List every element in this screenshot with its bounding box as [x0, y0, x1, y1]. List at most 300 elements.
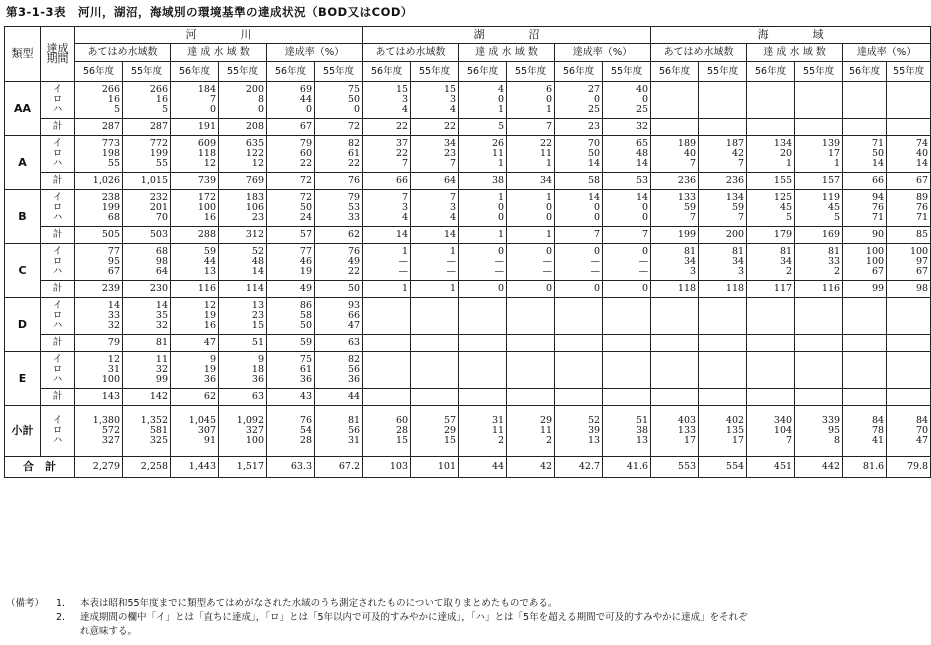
grand-total-cell: 44 — [459, 457, 507, 478]
subtotal-cell: 52 39 13 — [555, 406, 603, 457]
header-year-55: 55年度 — [219, 62, 267, 82]
value-cell: 59 44 13 — [171, 244, 219, 281]
total-label: 計 — [41, 281, 75, 298]
value-cell: 86 58 50 — [267, 298, 315, 335]
period-labels: イ ロ ハ — [41, 352, 75, 389]
header-lake: 湖 沼 — [363, 27, 651, 44]
value-cell: 81 33 2 — [795, 244, 843, 281]
value-cell: 82 61 22 — [315, 136, 363, 173]
value-cell: 93 66 47 — [315, 298, 363, 335]
grand-total-label: 合 計 — [5, 457, 75, 478]
value-cell: 134 59 7 — [699, 190, 747, 227]
total-cell — [747, 335, 795, 352]
value-cell: 69 44 0 — [267, 82, 315, 119]
total-cell: 67 — [887, 173, 931, 190]
value-cell: 266 16 5 — [75, 82, 123, 119]
value-cell: 100 100 67 — [843, 244, 887, 281]
total-cell: 14 — [363, 227, 411, 244]
total-cell: 118 — [651, 281, 699, 298]
value-cell: 22 11 1 — [507, 136, 555, 173]
value-cell: 52 48 14 — [219, 244, 267, 281]
total-cell: 49 — [267, 281, 315, 298]
notes-tag: （備考） — [6, 598, 45, 609]
total-cell: 79 — [75, 335, 123, 352]
value-cell: 13 23 15 — [219, 298, 267, 335]
total-cell — [363, 335, 411, 352]
value-cell — [459, 352, 507, 389]
value-cell: 1 — — — [363, 244, 411, 281]
value-cell: 12 31 100 — [75, 352, 123, 389]
total-cell: 143 — [75, 389, 123, 406]
value-cell: 609 118 12 — [171, 136, 219, 173]
value-cell: 266 16 5 — [123, 82, 171, 119]
header-type: 類型 — [5, 27, 41, 82]
subtotal-cell: 1,092 327 100 — [219, 406, 267, 457]
header-river: 河 川 — [75, 27, 363, 44]
total-cell: 51 — [219, 335, 267, 352]
subtotal-cell: 403 133 17 — [651, 406, 699, 457]
total-cell — [555, 335, 603, 352]
header-lake-rate: 達成率（%） — [555, 44, 651, 62]
value-cell — [555, 352, 603, 389]
total-cell: 0 — [555, 281, 603, 298]
total-label: 計 — [41, 173, 75, 190]
total-cell: 47 — [171, 335, 219, 352]
grand-total-cell: 442 — [795, 457, 843, 478]
header-year-55: 55年度 — [699, 62, 747, 82]
header-river-achieved: 達 成 水 域 数 — [171, 44, 267, 62]
header-river-assigned: あてはめ水域数 — [75, 44, 171, 62]
total-cell — [843, 119, 887, 136]
header-year-55: 55年度 — [603, 62, 651, 82]
value-cell — [843, 298, 887, 335]
total-cell: 62 — [171, 389, 219, 406]
value-cell: 1 0 0 — [459, 190, 507, 227]
total-row — [5, 227, 931, 244]
value-cell — [887, 298, 931, 335]
total-cell — [555, 389, 603, 406]
total-label: 計 — [41, 119, 75, 136]
table-row — [5, 352, 931, 389]
total-cell: 1,026 — [75, 173, 123, 190]
value-cell: 7 3 4 — [411, 190, 459, 227]
value-cell — [651, 352, 699, 389]
grand-total-cell: 554 — [699, 457, 747, 478]
subtotal-cell: 1,380 572 327 — [75, 406, 123, 457]
value-cell: 75 61 36 — [267, 352, 315, 389]
value-cell — [747, 82, 795, 119]
value-cell: 89 76 71 — [887, 190, 931, 227]
value-cell: 26 11 1 — [459, 136, 507, 173]
total-cell: 287 — [75, 119, 123, 136]
value-cell — [651, 298, 699, 335]
subtotal-label: 小計 — [5, 406, 41, 457]
total-row — [5, 281, 931, 298]
value-cell — [651, 82, 699, 119]
header-year-56: 56年度 — [747, 62, 795, 82]
total-cell: 72 — [315, 119, 363, 136]
header-sea-assigned: あてはめ水域数 — [651, 44, 747, 62]
value-cell: 183 106 23 — [219, 190, 267, 227]
value-cell: 14 0 0 — [603, 190, 651, 227]
grand-total-cell: 553 — [651, 457, 699, 478]
type-label: D — [5, 298, 41, 352]
header-year-56: 56年度 — [843, 62, 887, 82]
value-cell: 134 20 1 — [747, 136, 795, 173]
total-cell: 505 — [75, 227, 123, 244]
total-cell: 739 — [171, 173, 219, 190]
value-cell: 94 76 71 — [843, 190, 887, 227]
value-cell — [603, 298, 651, 335]
subtotal-cell: 81 56 31 — [315, 406, 363, 457]
grand-total-row — [5, 457, 931, 478]
total-cell: 191 — [171, 119, 219, 136]
value-cell: 1 — — — [411, 244, 459, 281]
grand-total-cell: 67.2 — [315, 457, 363, 478]
header-year-56: 56年度 — [171, 62, 219, 82]
grand-total-cell: 1,517 — [219, 457, 267, 478]
total-cell: 90 — [843, 227, 887, 244]
total-cell: 62 — [315, 227, 363, 244]
value-cell — [747, 298, 795, 335]
value-cell: 119 45 5 — [795, 190, 843, 227]
total-cell: 34 — [507, 173, 555, 190]
header-sea-achieved: 達 成 水 域 数 — [747, 44, 843, 62]
header-year-55: 55年度 — [411, 62, 459, 82]
total-cell: 0 — [507, 281, 555, 298]
total-cell: 239 — [75, 281, 123, 298]
header-year-56: 56年度 — [555, 62, 603, 82]
total-cell — [411, 335, 459, 352]
value-cell: 75 50 0 — [315, 82, 363, 119]
total-label: 計 — [41, 389, 75, 406]
value-cell: 77 95 67 — [75, 244, 123, 281]
period-labels: イ ロ ハ — [41, 244, 75, 281]
value-cell: 12 19 16 — [171, 298, 219, 335]
value-cell: 125 45 5 — [747, 190, 795, 227]
value-cell: 772 199 55 — [123, 136, 171, 173]
total-cell — [795, 119, 843, 136]
total-cell: 199 — [651, 227, 699, 244]
total-cell — [411, 389, 459, 406]
value-cell: 232 201 70 — [123, 190, 171, 227]
subtotal-cell: 60 28 15 — [363, 406, 411, 457]
total-cell — [887, 335, 931, 352]
value-cell: 65 48 14 — [603, 136, 651, 173]
total-cell: 200 — [699, 227, 747, 244]
total-cell — [843, 335, 887, 352]
total-cell: 1 — [411, 281, 459, 298]
grand-total-cell: 41.6 — [603, 457, 651, 478]
value-cell: 9 18 36 — [219, 352, 267, 389]
total-cell: 32 — [603, 119, 651, 136]
total-cell: 116 — [795, 281, 843, 298]
subtotal-cell: 84 78 41 — [843, 406, 887, 457]
total-cell — [699, 389, 747, 406]
total-cell — [795, 335, 843, 352]
grand-total-cell: 2,258 — [123, 457, 171, 478]
value-cell: 79 60 22 — [267, 136, 315, 173]
type-label: AA — [5, 82, 41, 136]
value-cell: 81 34 2 — [747, 244, 795, 281]
total-cell: 157 — [795, 173, 843, 190]
value-cell: 70 50 14 — [555, 136, 603, 173]
header-year-55: 55年度 — [507, 62, 555, 82]
header-year-55: 55年度 — [887, 62, 931, 82]
total-cell: 208 — [219, 119, 267, 136]
total-cell: 53 — [603, 173, 651, 190]
value-cell — [843, 82, 887, 119]
value-cell: 11 32 99 — [123, 352, 171, 389]
total-cell — [651, 119, 699, 136]
grand-total-cell: 103 — [363, 457, 411, 478]
grand-total-cell: 101 — [411, 457, 459, 478]
note-2-continuation: れ意味する。 — [80, 626, 138, 637]
subtotal-row — [5, 406, 931, 457]
value-cell — [555, 298, 603, 335]
total-cell: 503 — [123, 227, 171, 244]
value-cell: 68 98 64 — [123, 244, 171, 281]
value-cell: 0 — — — [603, 244, 651, 281]
value-cell — [411, 298, 459, 335]
total-cell — [699, 335, 747, 352]
header-year-55: 55年度 — [795, 62, 843, 82]
value-cell: 200 8 0 — [219, 82, 267, 119]
grand-total-cell: 81.6 — [843, 457, 887, 478]
total-cell: 236 — [651, 173, 699, 190]
total-cell: 0 — [603, 281, 651, 298]
type-label: A — [5, 136, 41, 190]
total-cell: 7 — [603, 227, 651, 244]
total-label: 計 — [41, 335, 75, 352]
total-cell: 59 — [267, 335, 315, 352]
total-cell: 117 — [747, 281, 795, 298]
value-cell: 27 0 25 — [555, 82, 603, 119]
value-cell: 0 — — — [555, 244, 603, 281]
total-cell: 7 — [555, 227, 603, 244]
total-cell: 63 — [315, 335, 363, 352]
total-cell: 23 — [555, 119, 603, 136]
total-cell: 99 — [843, 281, 887, 298]
value-cell — [363, 352, 411, 389]
value-cell: 40 0 25 — [603, 82, 651, 119]
value-cell — [887, 82, 931, 119]
total-cell: 58 — [555, 173, 603, 190]
subtotal-cell: 76 54 28 — [267, 406, 315, 457]
table-title: 第3-1-3表 河川，湖沼，海域別の環境基準の達成状況（BOD又はCOD） — [6, 5, 413, 19]
value-cell: 773 198 55 — [75, 136, 123, 173]
total-cell — [747, 389, 795, 406]
total-row — [5, 335, 931, 352]
header-sea: 海 域 — [651, 27, 931, 44]
achievement-table — [4, 26, 931, 478]
period-labels: イ ロ ハ — [41, 406, 75, 457]
value-cell: 635 122 12 — [219, 136, 267, 173]
value-cell: 0 — — — [507, 244, 555, 281]
total-cell: 142 — [123, 389, 171, 406]
total-label: 計 — [41, 227, 75, 244]
note-1-number: 1. — [56, 598, 66, 609]
grand-total-cell: 42.7 — [555, 457, 603, 478]
value-cell: 14 35 32 — [123, 298, 171, 335]
value-cell: 79 53 33 — [315, 190, 363, 227]
type-label: C — [5, 244, 41, 298]
header-sea-rate: 達成率（%） — [843, 44, 931, 62]
total-cell: 44 — [315, 389, 363, 406]
total-cell: 1 — [459, 227, 507, 244]
total-cell: 287 — [123, 119, 171, 136]
total-cell: 288 — [171, 227, 219, 244]
header-year-56: 56年度 — [267, 62, 315, 82]
value-cell — [507, 298, 555, 335]
total-cell: 76 — [315, 173, 363, 190]
value-cell: 100 97 67 — [887, 244, 931, 281]
total-row — [5, 389, 931, 406]
value-cell: 77 46 19 — [267, 244, 315, 281]
subtotal-cell: 1,045 307 91 — [171, 406, 219, 457]
value-cell: 6 0 1 — [507, 82, 555, 119]
header-year-56: 56年度 — [459, 62, 507, 82]
total-cell: 7 — [507, 119, 555, 136]
notes — [6, 597, 748, 639]
type-label: E — [5, 352, 41, 406]
total-cell: 230 — [123, 281, 171, 298]
table-row — [5, 82, 931, 119]
total-cell — [507, 389, 555, 406]
value-cell: 4 0 1 — [459, 82, 507, 119]
total-cell — [651, 335, 699, 352]
value-cell: 1 0 0 — [507, 190, 555, 227]
value-cell — [795, 82, 843, 119]
total-cell: 169 — [795, 227, 843, 244]
value-cell — [459, 298, 507, 335]
total-cell — [459, 389, 507, 406]
value-cell: 9 19 36 — [171, 352, 219, 389]
total-cell: 64 — [411, 173, 459, 190]
total-cell: 81 — [123, 335, 171, 352]
total-cell — [795, 389, 843, 406]
table-row — [5, 244, 931, 281]
total-cell: 38 — [459, 173, 507, 190]
note-2-number: 2. — [56, 612, 66, 623]
header-river-rate: 達成率（%） — [267, 44, 363, 62]
total-cell — [843, 389, 887, 406]
total-cell: 72 — [267, 173, 315, 190]
period-labels: イ ロ ハ — [41, 298, 75, 335]
subtotal-cell: 51 38 13 — [603, 406, 651, 457]
value-cell — [699, 298, 747, 335]
value-cell — [699, 82, 747, 119]
total-cell: 98 — [887, 281, 931, 298]
total-cell: 769 — [219, 173, 267, 190]
header-period: 達成 期間 — [41, 27, 75, 82]
value-cell: 34 23 7 — [411, 136, 459, 173]
grand-total-cell: 1,443 — [171, 457, 219, 478]
value-cell: 15 3 4 — [411, 82, 459, 119]
value-cell — [795, 298, 843, 335]
total-row — [5, 173, 931, 190]
total-cell: 0 — [459, 281, 507, 298]
total-cell — [603, 389, 651, 406]
subtotal-cell: 57 29 15 — [411, 406, 459, 457]
table-row — [5, 136, 931, 173]
value-cell: 0 — — — [459, 244, 507, 281]
header-lake-assigned: あてはめ水域数 — [363, 44, 459, 62]
type-label: B — [5, 190, 41, 244]
subtotal-cell: 339 95 8 — [795, 406, 843, 457]
total-cell: 116 — [171, 281, 219, 298]
total-cell: 22 — [363, 119, 411, 136]
note-2-text: 達成期間の欄中「イ」とは「直ちに達成」，「ロ」とは「5年以内で可及的すみやかに達成」，「ハ」とは「5年を超える期間で可及的すみやかに達成」をそれぞ — [80, 612, 748, 623]
total-cell: 1,015 — [123, 173, 171, 190]
total-cell: 1 — [363, 281, 411, 298]
total-cell — [651, 389, 699, 406]
total-cell: 312 — [219, 227, 267, 244]
subtotal-cell: 29 11 2 — [507, 406, 555, 457]
total-cell: 14 — [411, 227, 459, 244]
total-cell: 63 — [219, 389, 267, 406]
value-cell: 7 3 4 — [363, 190, 411, 227]
total-cell — [603, 335, 651, 352]
total-cell — [459, 335, 507, 352]
value-cell — [363, 298, 411, 335]
value-cell: 14 0 0 — [555, 190, 603, 227]
value-cell — [411, 352, 459, 389]
value-cell: 189 40 7 — [651, 136, 699, 173]
value-cell: 184 7 0 — [171, 82, 219, 119]
grand-total-cell: 451 — [747, 457, 795, 478]
value-cell: 81 34 3 — [651, 244, 699, 281]
value-cell: 82 56 36 — [315, 352, 363, 389]
total-cell: 5 — [459, 119, 507, 136]
header-year-56: 56年度 — [651, 62, 699, 82]
value-cell — [507, 352, 555, 389]
grand-total-cell: 63.3 — [267, 457, 315, 478]
total-cell: 66 — [363, 173, 411, 190]
period-labels: イ ロ ハ — [41, 136, 75, 173]
value-cell: 139 17 1 — [795, 136, 843, 173]
value-cell: 72 50 24 — [267, 190, 315, 227]
total-cell — [887, 119, 931, 136]
total-cell: 179 — [747, 227, 795, 244]
period-labels: イ ロ ハ — [41, 82, 75, 119]
value-cell: 15 3 4 — [363, 82, 411, 119]
header-year-55: 55年度 — [315, 62, 363, 82]
header-lake-achieved: 達 成 水 域 数 — [459, 44, 555, 62]
grand-total-cell: 42 — [507, 457, 555, 478]
value-cell: 71 50 14 — [843, 136, 887, 173]
value-cell: 81 34 3 — [699, 244, 747, 281]
value-cell — [603, 352, 651, 389]
value-cell: 172 100 16 — [171, 190, 219, 227]
value-cell — [795, 352, 843, 389]
grand-total-cell: 2,279 — [75, 457, 123, 478]
total-row — [5, 119, 931, 136]
total-cell: 155 — [747, 173, 795, 190]
total-cell — [363, 389, 411, 406]
note-1-text: 本表は昭和55年度までに類型あてはめがなされた水域のうち測定されたものについて取りまとめたものである。 — [80, 598, 558, 609]
total-cell: 1 — [507, 227, 555, 244]
value-cell — [843, 352, 887, 389]
subtotal-cell: 402 135 17 — [699, 406, 747, 457]
total-cell: 57 — [267, 227, 315, 244]
value-cell: 238 199 68 — [75, 190, 123, 227]
header-year-55: 55年度 — [123, 62, 171, 82]
total-cell: 236 — [699, 173, 747, 190]
total-cell: 118 — [699, 281, 747, 298]
subtotal-cell: 1,352 581 325 — [123, 406, 171, 457]
subtotal-cell: 84 70 47 — [887, 406, 931, 457]
